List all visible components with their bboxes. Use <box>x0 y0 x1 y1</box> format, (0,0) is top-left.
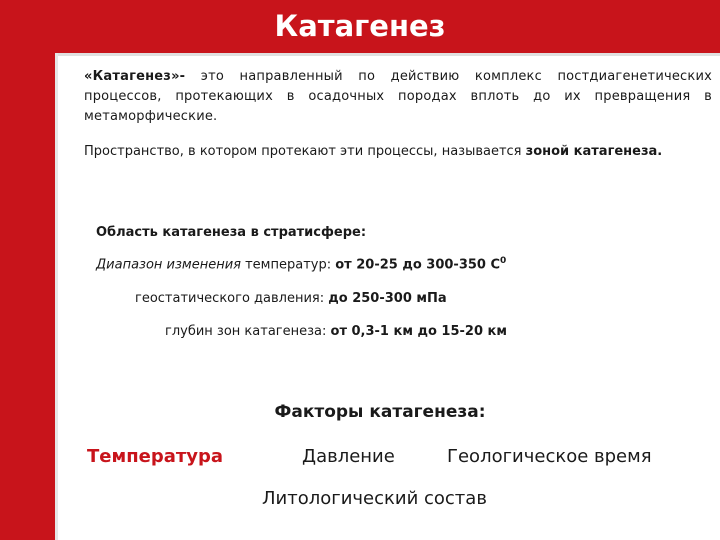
factor-geologic-time: Геологическое время <box>447 446 652 467</box>
zone-term: зоной катагенеза. <box>525 144 663 159</box>
area-title: Область катагенеза в стратисфере: <box>96 225 367 240</box>
left-accent-bar <box>0 0 55 540</box>
zone-text: Пространство, в котором протекают эти процессы, называется <box>84 144 526 159</box>
definition-text: это направленный по действию комплекс постдиагенетических процессов, протекающих в осадочных породах вплоть до их превращения в метаморфические. <box>84 69 712 124</box>
depth-line <box>165 324 507 339</box>
zone-paragraph <box>84 143 714 161</box>
title-bar-shadow <box>55 53 720 56</box>
depth-value: от 0,3-1 км до 15-20 км <box>330 324 507 339</box>
factor-lithology: Литологический состав <box>262 488 487 509</box>
factor-pressure: Давление <box>302 446 395 467</box>
definition-paragraph <box>84 67 712 127</box>
range-value: от 20-25 до 300-350 С <box>335 257 501 273</box>
pressure-value: до 250-300 мПа <box>328 291 447 306</box>
pressure-label: геостатического давления: <box>135 291 329 306</box>
pressure-line <box>135 291 447 306</box>
slide-title: Катагенез <box>274 9 446 43</box>
temperature-range-line <box>96 256 506 272</box>
range-superscript: 0 <box>500 256 507 266</box>
definition-term: «Катагенез»- <box>84 69 186 84</box>
range-label-italic: Диапазон изменения <box>96 257 241 273</box>
left-bar-shadow <box>55 53 58 540</box>
factors-title: Факторы катагенеза: <box>274 402 486 422</box>
factor-temperature: Температура <box>87 446 224 467</box>
range-label: температур: <box>240 257 336 273</box>
depth-label: глубин зон катагенеза: <box>165 324 331 339</box>
